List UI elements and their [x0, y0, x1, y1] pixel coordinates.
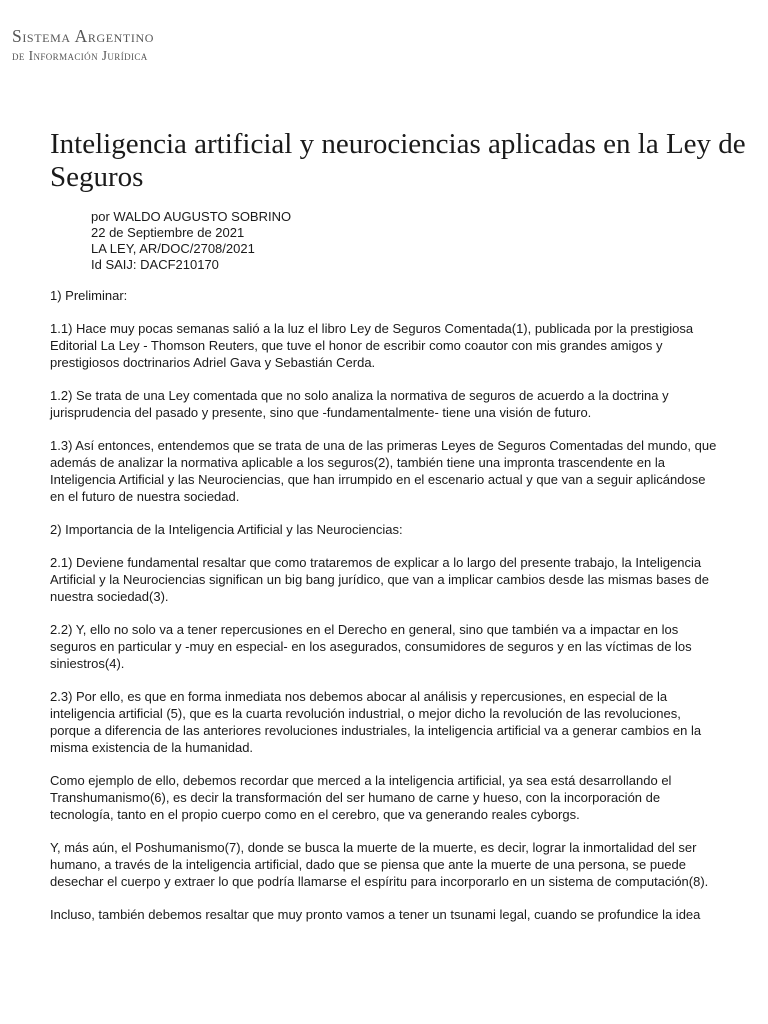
paragraph: 2.2) Y, ello no solo va a tener repercusiones en el Derecho en general, sino que también va a impactar en los seguros en particular y -muy en especial- en los asegurados, consumidores de seguros y en las víctimas de los siniestros(4). [50, 622, 692, 671]
saij-id-line: Id SAIJ: DACF210170 [91, 257, 219, 272]
paragraph: 2) Importancia de la Inteligencia Artificial y las Neurociencias: [50, 522, 403, 537]
date-line: 22 de Septiembre de 2021 [91, 225, 245, 240]
paragraph: 2.1) Deviene fundamental resaltar que como trataremos de explicar a lo largo del presente trabajo, la Inteligencia Artificial y la Neurociencias significan un big bang jurídico, que van a implicar cambios desde las mismas bases de nuestra sociedad(3). [50, 555, 709, 604]
paragraph: 1.3) Así entonces, entendemos que se trata de una de las primeras Leyes de Seguros Comentadas del mundo, que además de analizar la normativa aplicable a los seguros(2), también tiene una impronta trascendente en la Inteligencia Artificial y las Neurociencias, que han irrumpido en el escenario actual y que van a seguir aplicándose en el futuro de nuestra sociedad. [50, 438, 717, 504]
paragraph: 1) Preliminar: [50, 288, 128, 303]
document-title: Inteligencia artificial y neurociencias aplicadas en la Ley de Seguros [50, 128, 746, 193]
paragraph: 1.2) Se trata de una Ley comentada que no solo analiza la normativa de seguros de acuerdo a la doctrina y jurisprudencia del pasado y presente, sino que -fundamentalmente- tiene una visión de futuro. [50, 388, 669, 420]
paragraph: 1.1) Hace muy pocas semanas salió a la luz el libro Ley de Seguros Comentada(1), publicada por la prestigiosa Editorial La Ley - Thomson Reuters, que tuve el honor de escribir como coautor con mis grandes amigos y prestigiosos doctrinarios Adriel Gava y Sebastián Cerda. [50, 321, 694, 370]
document-metadata [91, 209, 291, 273]
paragraph: 2.3) Por ello, es que en forma inmediata nos debemos abocar al análisis y repercusiones, en especial de la inteligencia artificial (5), que es la cuarta revolución industrial, o mejor dicho la revolución de las revoluciones, porque a diferencia de las anteriores revoluciones industriales, la inteligencia artificial va a generar cambios en la misma existencia de la humanidad. [50, 689, 702, 755]
paragraph: Incluso, también debemos resaltar que muy pronto vamos a tener un tsunami legal, cuando se profundice la idea [50, 907, 701, 922]
paragraph: Como ejemplo de ello, debemos recordar que merced a la inteligencia artificial, ya sea está desarrollando el Transhumanismo(6), es decir la transformación del ser humano de carne y hueso, con la incorporación de tecnología, tanto en el propio cuerpo como en el cerebro, que va generando reales cyborgs. [50, 773, 672, 822]
source-line: LA LEY, AR/DOC/2708/2021 [91, 241, 255, 256]
paragraph: Y, más aún, el Poshumanismo(7), donde se busca la muerte de la muerte, es decir, lograr la inmortalidad del ser humano, a través de la inteligencia artificial, dado que se piensa que ante la muerte de una persona, se puede desechar el cuerpo y extraer lo que podría llamarse el espíritu para incorporarlo en un sistema de computación(8). [50, 840, 709, 889]
author-line: por WALDO AUGUSTO SOBRINO [91, 209, 292, 224]
document-body [50, 287, 718, 939]
logo-line-1: Sistema Argentino [12, 26, 154, 46]
saij-logo [12, 28, 154, 62]
logo-line-2: de Información Jurídica [12, 47, 148, 63]
